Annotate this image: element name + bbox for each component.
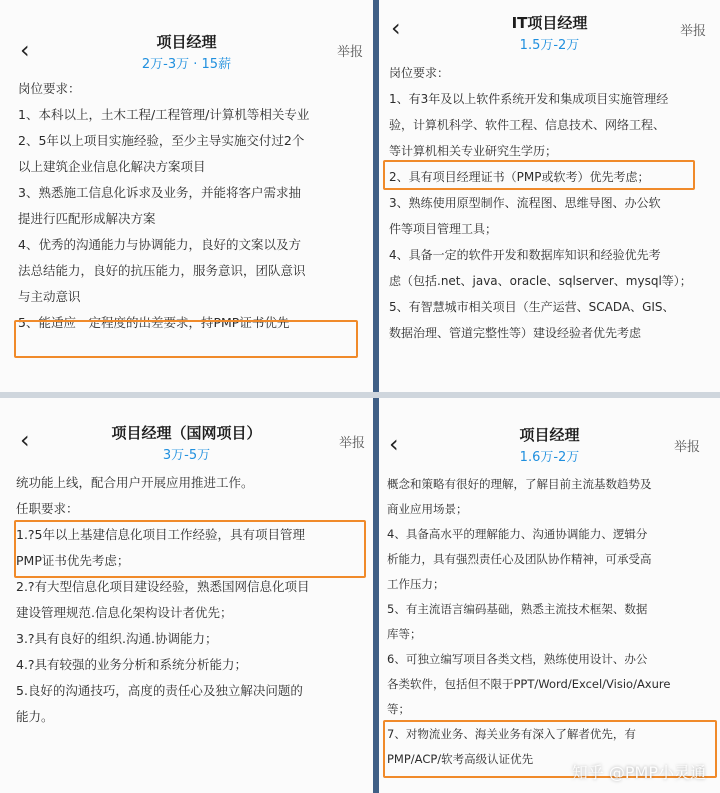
- desc-line: 工作压力；: [387, 577, 445, 591]
- desc-line: 商业应用场景；: [387, 502, 468, 516]
- desc-line: 等；: [387, 702, 410, 716]
- desc-line: 1、有3年及以上软件系统开发和集成项目实施管理经: [389, 92, 669, 106]
- desc-line: 虑（包括.net、java、oracle、sqlserver、mysql等）；: [389, 274, 692, 288]
- desc-line: 任职要求：: [16, 501, 79, 516]
- desc-line: 1.?5年以上基建信息化项目工作经验，具有项目管理: [16, 527, 306, 542]
- report-button[interactable]: 举报: [336, 45, 363, 60]
- salary: 1.5万-2万: [519, 38, 580, 53]
- desc-line: 验，计算机科学、软件工程、信息技术、网络工程、: [389, 118, 666, 132]
- chevron-left-icon[interactable]: ‹: [391, 14, 401, 42]
- desc-line: 3、熟练使用原型制作、流程图、思维导图、办公软: [389, 196, 661, 210]
- desc-line: 3.?具有良好的组织.沟通.协调能力；: [16, 631, 218, 646]
- desc-line: 7、对物流业务、海关业务有深入了解者优先，有: [387, 727, 636, 741]
- salary: 1.6万-2万: [519, 450, 580, 465]
- desc-line: 各类软件，包括但不限于PPT/Word/Excel/Visio/Axure: [387, 677, 671, 691]
- desc-line: 3、熟悉施工信息化诉求及业务，并能将客户需求抽: [18, 185, 301, 200]
- desc-line: PMP证书优先考虑；: [16, 553, 130, 568]
- salary: 2万-3万 · 15薪: [141, 57, 232, 72]
- job-title: 项目经理: [156, 33, 217, 51]
- job-description: [387, 472, 670, 772]
- desc-line: 提进行匹配形成解决方案: [18, 211, 156, 226]
- job-title: IT项目经理: [511, 14, 588, 32]
- chevron-left-icon[interactable]: ‹: [389, 430, 399, 458]
- desc-line: 岗位要求：: [18, 81, 81, 96]
- job-description: [16, 470, 310, 730]
- desc-line: 库等；: [387, 627, 422, 641]
- job-description: [18, 76, 309, 336]
- desc-line: PMP/ACP/软考高级认证优先: [387, 752, 534, 766]
- desc-line: 4.?具有较强的业务分析和系统分析能力；: [16, 657, 248, 672]
- desc-line: 4、具备高水平的理解能力、沟通协调能力、逻辑分: [387, 527, 648, 541]
- desc-line: 1、本科以上，土木工程/工程管理/计算机等相关专业: [18, 107, 310, 122]
- desc-line: 法总结能力，良好的抗压能力，服务意识，团队意识: [18, 263, 306, 278]
- job-title: 项目经理（国网项目）: [111, 424, 262, 442]
- report-button[interactable]: 举报: [338, 436, 365, 451]
- report-button[interactable]: 举报: [673, 440, 700, 455]
- job-panel-project-manager-2: [379, 398, 720, 793]
- chevron-left-icon[interactable]: ‹: [20, 426, 30, 454]
- desc-line: 数据治理、管道完整性等）建设经验者优先考虑: [389, 326, 642, 340]
- job-title: 项目经理: [519, 426, 580, 444]
- desc-line: 5、有主流语言编码基础，熟悉主流技术框架、数据: [387, 602, 648, 616]
- desc-line: 件等项目管理工具；: [389, 222, 498, 236]
- desc-line: 以上建筑企业信息化解决方案项目: [18, 159, 206, 174]
- desc-line: 2、具有项目经理证书（PMP或软考）优先考虑；: [389, 170, 650, 184]
- desc-line: 5、有智慧城市相关项目（生产运营、SCADA、GIS、: [389, 300, 675, 314]
- desc-line: 4、优秀的沟通能力与协调能力，良好的文案以及方: [18, 237, 301, 252]
- desc-line: 4、具备一定的软件开发和数据库知识和经验优先考: [389, 248, 661, 262]
- report-button[interactable]: 举报: [679, 24, 706, 39]
- desc-line: 建设管理规范.信息化架构设计者优先；: [16, 605, 233, 620]
- desc-line: 2.?有大型信息化项目建设经验，熟悉国网信息化项目: [16, 579, 310, 594]
- desc-line: 等计算机相关专业研究生学历；: [389, 144, 558, 158]
- desc-line: 析能力，具有强烈责任心及团队协作精神，可承受高: [387, 552, 652, 566]
- job-panel-project-manager-state-grid: [0, 398, 373, 793]
- desc-line: 与主动意识: [18, 289, 81, 304]
- chevron-left-icon[interactable]: ‹: [20, 36, 30, 64]
- desc-line: 概念和策略有很好的理解，了解目前主流基数趋势及: [387, 477, 652, 491]
- salary: 3万-5万: [162, 448, 211, 463]
- watermark: 知乎 @PMP小灵通: [571, 763, 706, 782]
- desc-line: 统功能上线，配合用户开展应用推进工作。: [16, 475, 254, 490]
- desc-line: 能力。: [16, 709, 54, 724]
- job-panel-it-project-manager: [379, 0, 720, 392]
- desc-line: 5、能适应一定程度的出差要求，持PMP证书优先: [18, 315, 290, 330]
- desc-line: 岗位要求：: [389, 66, 450, 80]
- desc-line: 2、5年以上项目实施经验，至少主导实施交付过2个: [18, 133, 305, 148]
- desc-line: 5.良好的沟通技巧，高度的责任心及独立解决问题的: [16, 683, 303, 698]
- job-description: [389, 60, 692, 346]
- job-panel-project-manager-1: [0, 0, 373, 392]
- desc-line: 6、可独立编写项目各类文档，熟练使用设计、办公: [387, 652, 648, 666]
